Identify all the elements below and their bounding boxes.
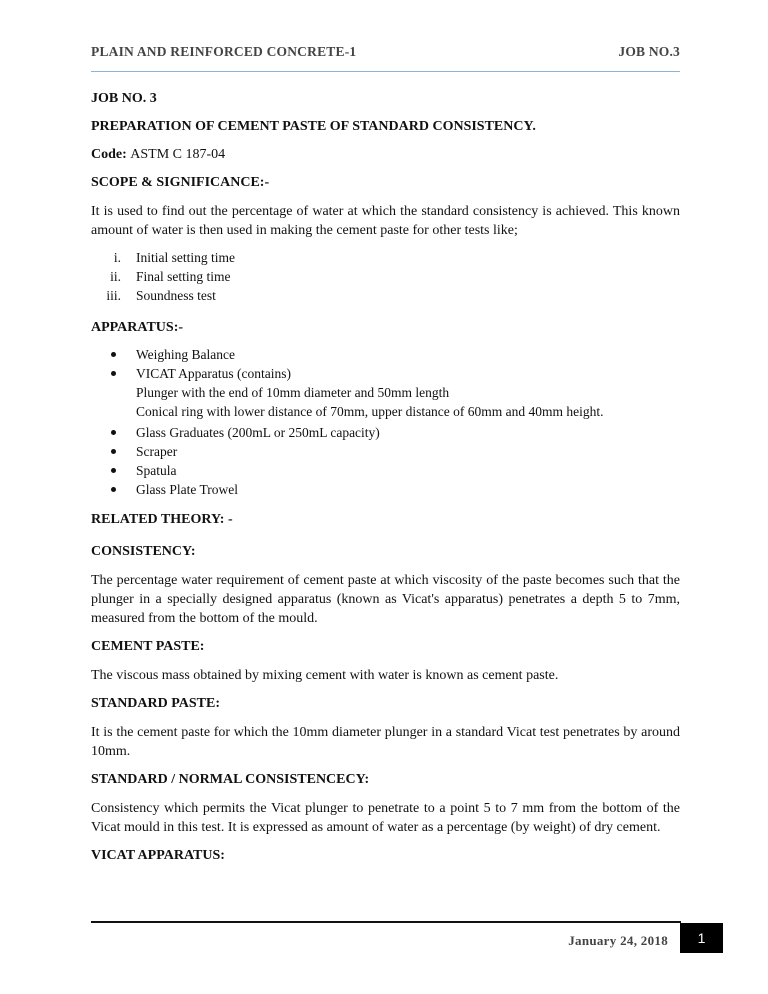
bullet-icon — [91, 345, 136, 364]
list-item-text: Weighing Balance — [136, 347, 236, 362]
list-number: ii. — [110, 269, 121, 284]
list-item — [91, 248, 680, 267]
footer-date: January 24, 2018 — [568, 933, 668, 948]
document-body — [91, 90, 680, 875]
bullet-icon — [91, 480, 136, 499]
cement-paste-text: The viscous mass obtained by mixing cement with water is known as cement paste. — [91, 668, 559, 683]
bullet-icon — [91, 423, 136, 442]
list-item-text: Glass Graduates (200mL or 250mL capacity) — [136, 425, 380, 440]
consistency-text: The percentage water requirement of cement paste at which viscosity of the paste becomes such that the plunger in a specially designed apparatus (known as Vicat's apparatus) penetrates a depth 5 to 7mm, measured from the bottom of the mould. — [91, 573, 680, 626]
sub-item-text: Plunger with the end of 10mm diameter and 50mm length — [136, 385, 450, 400]
list-item — [91, 286, 680, 305]
bullet-icon — [91, 461, 136, 480]
code-line — [91, 146, 680, 164]
list-number: i. — [113, 250, 121, 265]
list-item — [91, 480, 680, 499]
list-item-text: Initial setting time — [136, 250, 235, 265]
bullet-icon — [91, 442, 136, 461]
consistency-heading: CONSISTENCY: — [91, 544, 196, 559]
header-job-number: JOB NO.3 — [618, 44, 680, 59]
standard-paste-heading: STANDARD PASTE: — [91, 696, 220, 711]
normal-consistency-text: Consistency which permits the Vicat plunger to penetrate to a point 5 to 7 mm from the bottom of the Vicat mould in this test. It is expressed as amount of water as a percentage (by weight) of dry cement. — [91, 801, 680, 835]
list-item-text: Soundness test — [136, 288, 216, 303]
sub-item-text: Conical ring with lower distance of 70mm, upper distance of 60mm and 40mm height. — [136, 404, 604, 419]
bullet-icon — [91, 364, 136, 421]
header-divider — [91, 71, 680, 72]
related-theory-heading: RELATED THEORY: - — [91, 512, 233, 527]
standard-paste-text: It is the cement paste for which the 10mm diameter plunger in a standard Vicat test penetrates by around 10mm. — [91, 725, 680, 759]
page-header — [91, 44, 680, 60]
list-item — [91, 442, 680, 461]
list-item — [91, 364, 680, 421]
code-value: ASTM C 187-04 — [130, 147, 226, 162]
list-item — [91, 267, 680, 286]
page-number: 1 — [680, 923, 723, 953]
scope-heading: SCOPE & SIGNIFICANCE:- — [91, 175, 270, 190]
normal-consistency-heading: STANDARD / NORMAL CONSISTENCECY: — [91, 772, 370, 787]
cement-paste-heading: CEMENT PASTE: — [91, 639, 205, 654]
job-title: JOB NO. 3 — [91, 91, 157, 106]
code-label: Code: — [91, 147, 127, 162]
list-item — [91, 461, 680, 480]
list-item — [91, 423, 680, 442]
main-title: PREPARATION OF CEMENT PASTE OF STANDARD CONSISTENCY. — [91, 119, 536, 134]
list-item-text: Scraper — [136, 444, 178, 459]
list-item-text: Glass Plate Trowel — [136, 482, 239, 497]
header-course-title: PLAIN AND REINFORCED CONCRETE-1 — [91, 44, 357, 59]
list-item-text: Spatula — [136, 463, 177, 478]
vicat-apparatus-heading: VICAT APPARATUS: — [91, 848, 225, 863]
apparatus-heading: APPARATUS:- — [91, 320, 184, 335]
list-number: iii. — [106, 288, 121, 303]
scope-text: It is used to find out the percentage of water at which the standard consistency is achieved. This known amount of water is then used in making the cement paste for other tests like; — [91, 204, 680, 238]
scope-test-list — [91, 248, 680, 305]
list-item-text: VICAT Apparatus (contains) — [136, 366, 291, 381]
list-item — [91, 345, 680, 364]
apparatus-list — [91, 345, 680, 499]
footer-divider — [91, 921, 681, 923]
list-item-text: Final setting time — [136, 269, 231, 284]
